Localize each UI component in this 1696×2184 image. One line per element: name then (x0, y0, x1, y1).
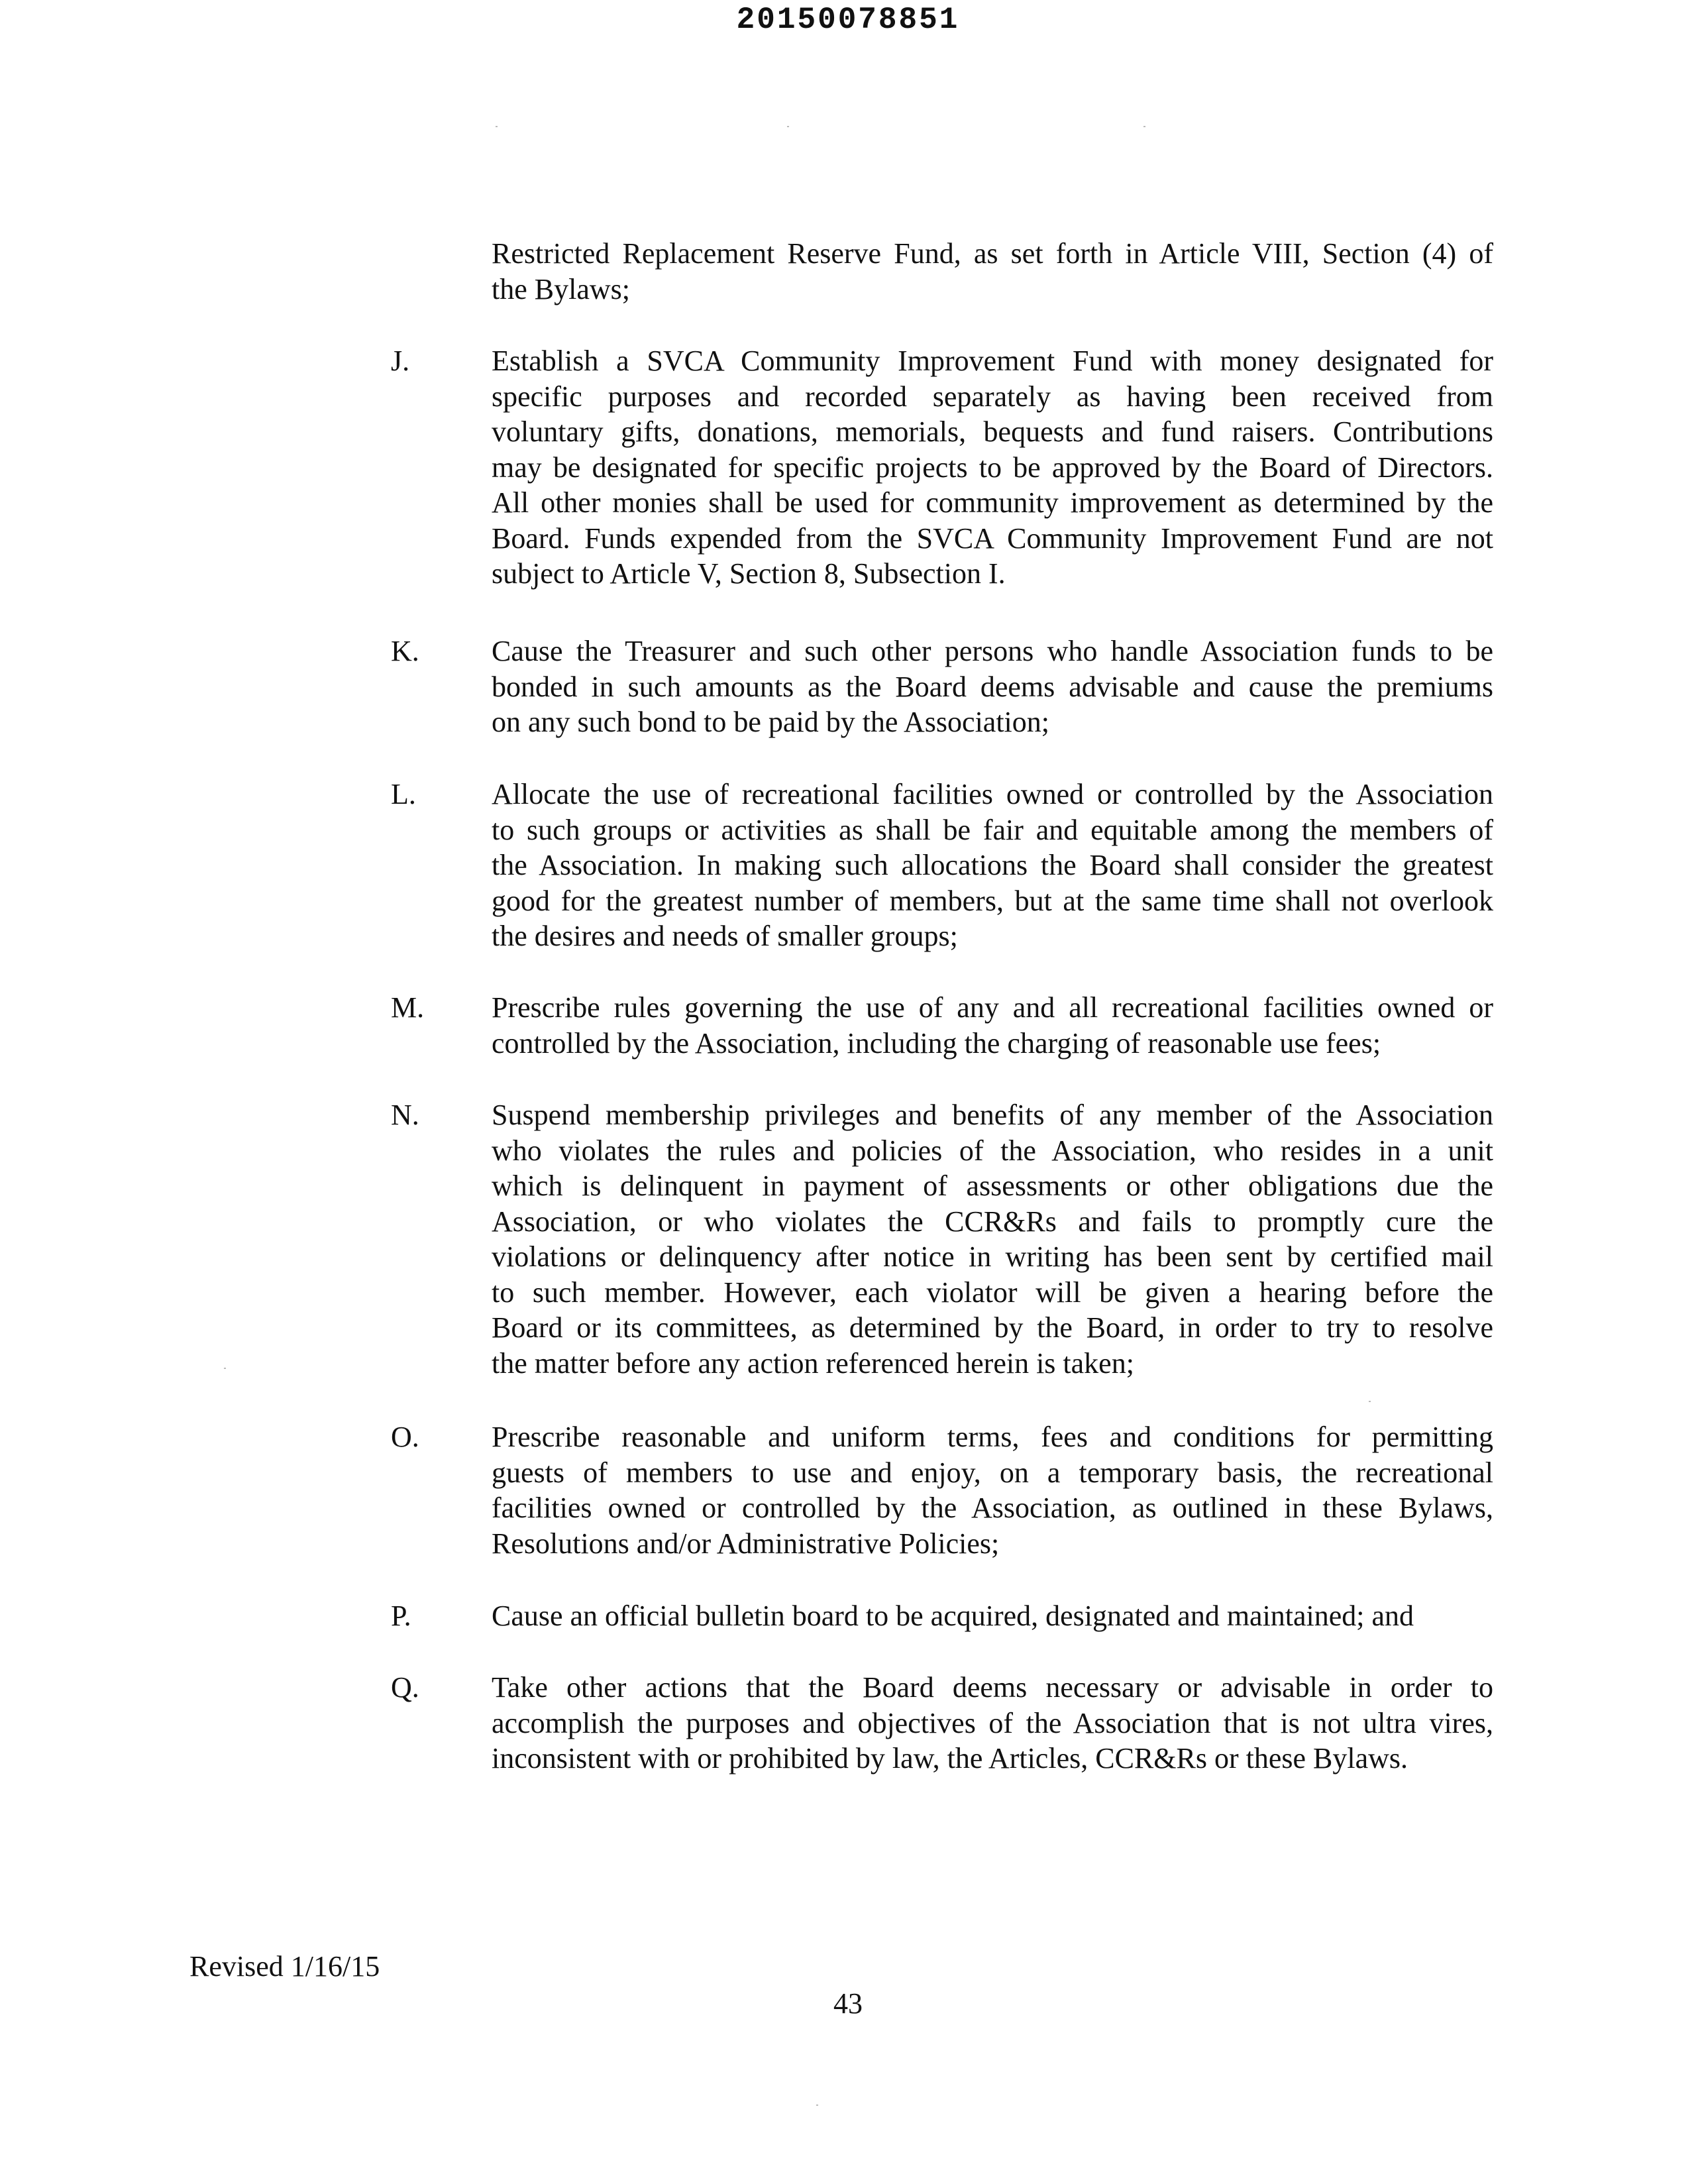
text-line: inconsistent with or prohibited by law, the Articles, CCR&Rs or these Bylaws. (492, 1742, 1408, 1774)
item-letter-n: N. (391, 1099, 419, 1131)
paragraph-k (492, 633, 1493, 740)
text-line: on any such bond to be paid by the Association; (492, 706, 1049, 738)
item-letter-k: K. (391, 635, 419, 667)
text-line: Board or its committees, as determined by the Board, in order to try to resolve (492, 1311, 1493, 1344)
text-line: Prescribe reasonable and uniform terms, fees and conditions for permitting (492, 1421, 1493, 1453)
text-line: Resolutions and/or Administrative Policies; (492, 1527, 1000, 1560)
paragraph-o (492, 1419, 1493, 1561)
item-letter-q: Q. (391, 1671, 419, 1704)
text-line: the desires and needs of smaller groups; (492, 920, 958, 952)
text-line: voluntary gifts, donations, memorials, bequests and fund raisers. Contributions (492, 415, 1493, 448)
scan-speck (787, 126, 789, 127)
scan-speck (816, 2104, 818, 2106)
text-line: Restricted Replacement Reserve Fund, as set forth in Article VIII, Section (4) of (492, 237, 1493, 270)
text-line: subject to Article V, Section 8, Subsection I. (492, 557, 1006, 590)
text-line: the Association. In making such allocations the Board shall consider the greatest (492, 849, 1493, 881)
text-line: to such groups or activities as shall be fair and equitable among the members of (492, 813, 1493, 846)
paragraph-continuation (492, 236, 1493, 307)
item-letter-m: M. (391, 991, 425, 1024)
text-line: to such member. However, each violator will be given a hearing before the (492, 1276, 1493, 1309)
paragraph-m (492, 990, 1493, 1061)
text-line: who violates the rules and policies of the Association, who resides in a unit (492, 1134, 1493, 1167)
scan-speck (224, 1368, 226, 1369)
scan-speck (496, 126, 498, 127)
text-line: Take other actions that the Board deems necessary or advisable in order to (492, 1671, 1493, 1704)
scan-speck (1369, 1401, 1371, 1402)
document-number: 20150078851 (736, 3, 960, 37)
text-line: the Bylaws; (492, 272, 630, 305)
item-letter-j: J. (391, 345, 410, 377)
text-line: Cause an official bulletin board to be acquired, designated and maintained; and (492, 1600, 1414, 1632)
page-number: 43 (833, 1987, 863, 2020)
scan-speck (1143, 126, 1145, 127)
text-line: which is delinquent in payment of assessments or other obligations due the (492, 1170, 1493, 1202)
text-line: guests of members to use and enjoy, on a temporary basis, the recreational (492, 1456, 1493, 1489)
text-line: violations or delinquency after notice in writing has been sent by certified mail (492, 1240, 1493, 1273)
paragraph-n (492, 1097, 1493, 1381)
text-line: accomplish the purposes and objectives of the Association that is not ultra vires, (492, 1706, 1493, 1739)
text-line: Board. Funds expended from the SVCA Community Improvement Fund are not (492, 521, 1493, 555)
revision-date: Revised 1/16/15 (189, 1950, 380, 1983)
text-line: good for the greatest number of members, but at the same time shall not overlook (492, 884, 1493, 917)
item-letter-l: L. (391, 778, 416, 810)
item-letter-o: O. (391, 1421, 419, 1453)
text-line: the matter before any action referenced herein is taken; (492, 1346, 1134, 1380)
text-line: facilities owned or controlled by the Association, as outlined in these Bylaws, (492, 1492, 1493, 1524)
text-line: Establish a SVCA Community Improvement Fund with money designated for (492, 345, 1493, 377)
text-line: bonded in such amounts as the Board deems advisable and cause the premiums (492, 670, 1493, 703)
text-line: Prescribe rules governing the use of any and all recreational facilities owned or (492, 991, 1493, 1024)
paragraph-q (492, 1670, 1493, 1776)
paragraph-p (492, 1598, 1493, 1634)
text-line: All other monies shall be used for community improvement as determined by the (492, 486, 1493, 519)
text-line: Cause the Treasurer and such other persons who handle Association funds to be (492, 635, 1493, 667)
item-letter-p: P. (391, 1600, 411, 1632)
text-line: Suspend membership privileges and benefits of any member of the Association (492, 1099, 1493, 1131)
text-line: Association, or who violates the CCR&Rs and fails to promptly cure the (492, 1205, 1493, 1238)
text-line: may be designated for specific projects to be approved by the Board of Directors. (492, 451, 1493, 484)
text-line: specific purposes and recorded separately as having been received from (492, 380, 1493, 413)
paragraph-j (492, 343, 1493, 592)
text-line: Allocate the use of recreational facilities owned or controlled by the Association (492, 778, 1493, 810)
text-line: controlled by the Association, including the charging of reasonable use fees; (492, 1026, 1381, 1060)
paragraph-l (492, 777, 1493, 954)
